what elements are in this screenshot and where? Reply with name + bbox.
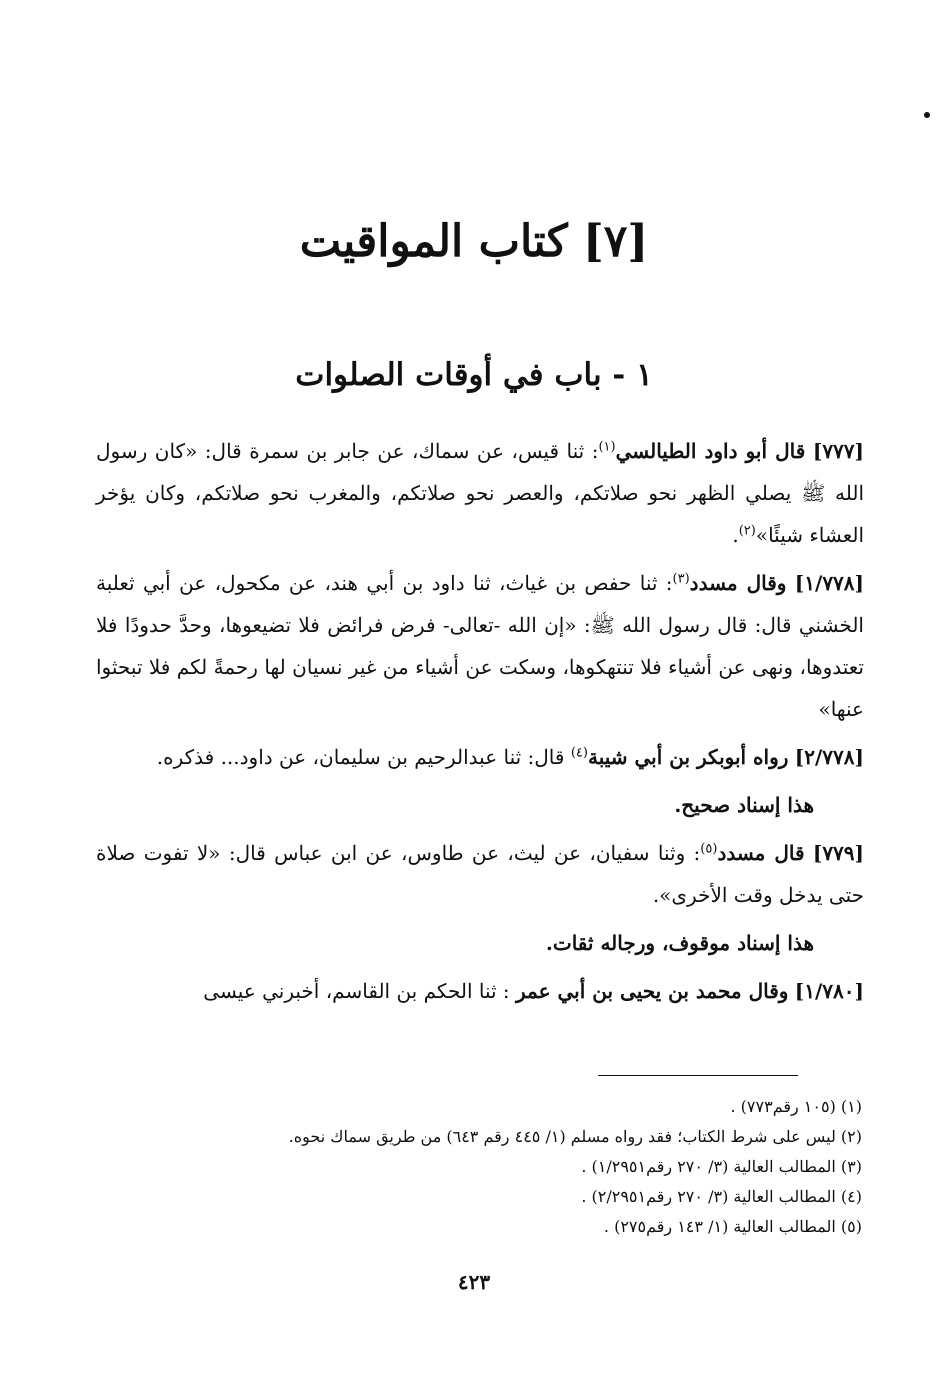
chapter-title: ١ - باب في أوقات الصلوات (295, 357, 653, 393)
hadith-780-1 (96, 970, 864, 1012)
hadith-778-2 (96, 736, 864, 778)
hadith-text: قال: ثنا عبدالرحيم بن سليمان، عن داود... فذكره. (156, 745, 571, 769)
hadith-narrator: وقال محمد بن يحيى بن أبي عمر (516, 979, 789, 1003)
footnote-item: (٣) المطالب العالية (٣/ ٢٧٠ رقم١/٢٩٥١) . (581, 1157, 862, 1176)
stray-mark (924, 112, 930, 118)
hadith-number: [٢/٧٧٨] (794, 745, 864, 769)
hadith-number: [٧٧٧] (812, 439, 865, 463)
hadith-narrator: وقال مسدد (689, 571, 787, 595)
hadith-narrator: قال أبو داود الطيالسي (615, 439, 806, 463)
main-text (96, 430, 864, 1018)
footnote-item: (١) (١٠٥ رقم٧٧٣) . (730, 1097, 862, 1116)
footnote-ref: (٢) (738, 523, 756, 539)
footnote-item: (٤) المطالب العالية (٣/ ٢٧٠ رقم٢/٢٩٥١) . (581, 1187, 862, 1206)
hadith-tail: . (732, 523, 739, 547)
hadith-778-1 (96, 562, 864, 730)
footnote-ref: (٣) (672, 571, 690, 587)
isnad-note: هذا إسناد صحيح. (674, 793, 814, 817)
footnote-ref: (٥) (700, 841, 718, 857)
isnad-note: هذا إسناد موقوف، ورجاله ثقات. (545, 931, 814, 955)
footnote-ref: (١) (598, 439, 616, 455)
footnotes (96, 1092, 862, 1242)
footnote-ref: (٤) (570, 745, 588, 761)
hadith-text: : ثنا الحكم بن القاسم، أخبرني عيسى (203, 979, 517, 1003)
hadith-narrator: قال مسدد (717, 841, 805, 865)
hadith-777 (96, 430, 864, 556)
hadith-text: : وثنا سفيان، عن ليث، عن طاوس، عن ابن عباس قال: «لا تفوت صلاة حتى يدخل وقت الأخرى». (96, 841, 864, 907)
hadith-text: : ثنا قيس، عن سماك، عن جابر بن سمرة قال: «كان رسول الله ﷺ يصلي الظهر نحو صلاتكم، والعصر نحو صلاتكم، والمغرب نحو صلاتكم، وكان يؤخر العشاء شيئًا» (96, 439, 865, 547)
page-number: ٤٢٣ (457, 1270, 491, 1294)
hadith-number: [٧٧٩] (812, 841, 865, 865)
book-title: [٧] كتاب المواقيت (299, 216, 649, 267)
footnote-item: (٥) المطالب العالية (١/ ١٤٣ رقم٢٧٥) . (603, 1217, 862, 1236)
hadith-number: [١/٧٧٨] (794, 571, 865, 595)
hadith-narrator: رواه أبوبكر بن أبي شيبة (587, 745, 789, 769)
hadith-779 (96, 832, 864, 916)
footnote-divider (598, 1075, 798, 1076)
hadith-number: [١/٧٨٠] (794, 979, 864, 1003)
hadith-text: : ثنا حفص بن غياث، ثنا داود بن أبي هند، عن مكحول، عن أبي ثعلبة الخشني قال: قال رسول الله ﷺ: «إن الله -تعالى- فرض فرائض فلا تضيعوها، وحدَّ حدودًا فلا تعتدوها، ونهى عن أشياء فلا تنتهكوها، وسكت عن أشياء من غير نسيان لها رحمةً لكم فلا تبحثوا عنها» (96, 571, 864, 721)
footnote-item: (٢) ليس على شرط الكتاب؛ فقد رواه مسلم (١/ ٤٤٥ رقم ٦٤٣) من طريق سماك نحوه. (288, 1127, 862, 1146)
